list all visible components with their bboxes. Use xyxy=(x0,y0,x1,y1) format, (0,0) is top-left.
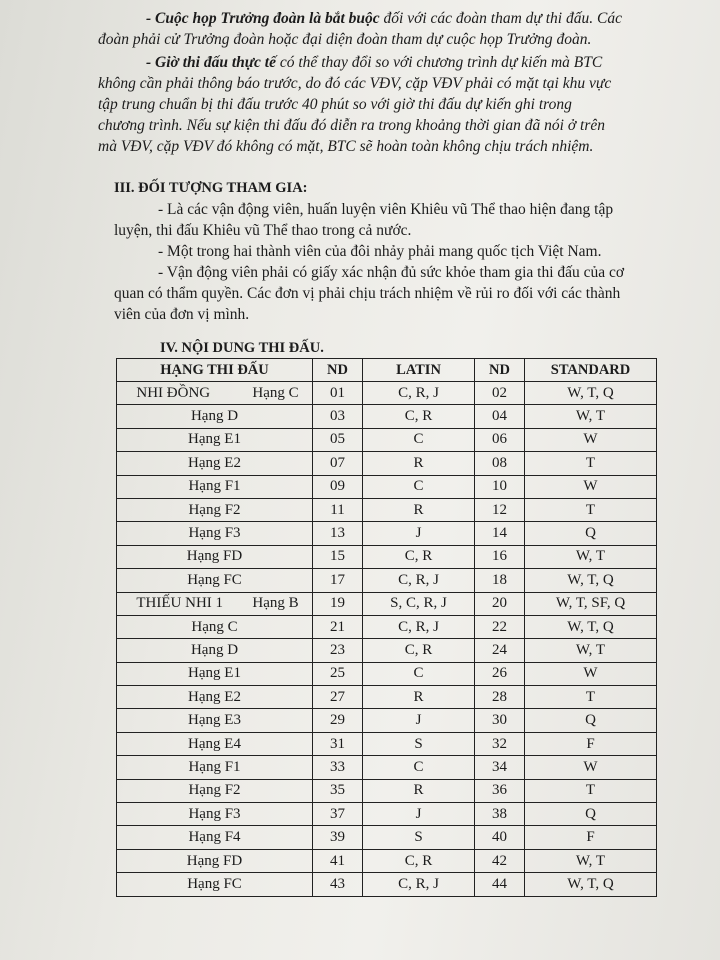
table-row xyxy=(117,498,657,521)
latin-dances: S xyxy=(363,732,475,755)
standard-dances: Q xyxy=(525,522,657,545)
latin-event-number: 07 xyxy=(313,452,363,475)
intro-line: đoàn phải cử Trưởng đoàn hoặc đại diện đoàn tham dự cuộc họp Trưởng đoàn. xyxy=(98,31,592,48)
section-3-line xyxy=(114,262,684,283)
section-3-line: viên của đơn vị mình. xyxy=(114,306,250,323)
category-cell xyxy=(117,756,313,779)
table-row xyxy=(117,686,657,709)
category-cell xyxy=(117,709,313,732)
table-header-row xyxy=(117,359,657,382)
class-label: Hạng FD xyxy=(186,548,243,565)
latin-dances: C, R, J xyxy=(363,382,475,405)
category-cell xyxy=(117,662,313,685)
standard-dances: T xyxy=(525,686,657,709)
standard-dances: W, T, SF, Q xyxy=(525,592,657,615)
standard-dances: F xyxy=(525,732,657,755)
latin-event-number: 09 xyxy=(313,475,363,498)
section-4-title: IV. NỘI DUNG THI ĐẤU. xyxy=(160,340,324,356)
intro-line xyxy=(98,52,683,73)
latin-dances: S, C, R, J xyxy=(363,592,475,615)
standard-event-number: 44 xyxy=(475,873,525,896)
class-label: Hạng E2 xyxy=(188,688,241,705)
standard-event-number: 12 xyxy=(475,498,525,521)
class-label: Hạng E1 xyxy=(188,431,241,448)
class-label: Hạng B xyxy=(252,595,299,612)
latin-dances: J xyxy=(363,709,475,732)
header-nd-standard: ND xyxy=(475,359,525,382)
standard-event-number: 18 xyxy=(475,569,525,592)
standard-dances: W xyxy=(525,756,657,779)
table-row xyxy=(117,779,657,802)
latin-dances: R xyxy=(363,779,475,802)
latin-dances: C, R xyxy=(363,545,475,568)
standard-dances: T xyxy=(525,498,657,521)
standard-event-number: 36 xyxy=(475,779,525,802)
table-row xyxy=(117,615,657,638)
class-label: Hạng C xyxy=(252,384,299,401)
latin-event-number: 05 xyxy=(313,428,363,451)
standard-event-number: 02 xyxy=(475,382,525,405)
section-3-line xyxy=(114,199,684,220)
latin-dances: R xyxy=(363,498,475,521)
table-row xyxy=(117,522,657,545)
latin-event-number: 19 xyxy=(313,592,363,615)
standard-dances: W, T, Q xyxy=(525,382,657,405)
latin-event-number: 13 xyxy=(313,522,363,545)
category-cell xyxy=(117,498,313,521)
class-label: Hạng F2 xyxy=(188,501,241,518)
age-group: NHI ĐỒNG xyxy=(136,384,211,401)
category-cell xyxy=(117,615,313,638)
category-cell xyxy=(117,592,313,615)
category-cell xyxy=(117,405,313,428)
standard-dances: T xyxy=(525,779,657,802)
category-cell xyxy=(117,686,313,709)
latin-event-number: 43 xyxy=(313,873,363,896)
intro-line: không cần phải thông báo trước, do đó các VĐV, cặp VĐV phải có mặt tại khu vực xyxy=(98,75,612,92)
standard-event-number: 04 xyxy=(475,405,525,428)
standard-dances: W xyxy=(525,475,657,498)
class-label: Hạng C xyxy=(191,618,238,635)
category-cell xyxy=(117,569,313,592)
table-row xyxy=(117,826,657,849)
age-group: THIẾU NHI 1 xyxy=(136,595,224,612)
standard-event-number: 14 xyxy=(475,522,525,545)
standard-event-number: 10 xyxy=(475,475,525,498)
latin-dances: C, R xyxy=(363,849,475,872)
bullet-text: - Là các vận động viên, huấn luyện viên Khiêu vũ Thể thao hiện đang tập xyxy=(158,201,614,218)
meeting-rule-text: đối với các đoàn tham dự thi đấu. Các xyxy=(379,10,622,27)
bullet-text: - Một trong hai thành viên của đôi nhảy phải mang quốc tịch Việt Nam. xyxy=(158,243,602,260)
latin-dances: J xyxy=(363,522,475,545)
table-row xyxy=(117,709,657,732)
class-label: Hạng E4 xyxy=(188,735,241,752)
latin-dances: C, R, J xyxy=(363,873,475,896)
standard-dances: W xyxy=(525,428,657,451)
section-3 xyxy=(114,178,684,325)
latin-event-number: 31 xyxy=(313,732,363,755)
latin-dances: C, R xyxy=(363,639,475,662)
standard-event-number: 30 xyxy=(475,709,525,732)
latin-event-number: 33 xyxy=(313,756,363,779)
table-row xyxy=(117,545,657,568)
latin-event-number: 37 xyxy=(313,803,363,826)
latin-dances: C xyxy=(363,475,475,498)
standard-dances: T xyxy=(525,452,657,475)
latin-event-number: 35 xyxy=(313,779,363,802)
table-body xyxy=(117,382,657,897)
competition-table xyxy=(116,358,657,897)
latin-event-number: 25 xyxy=(313,662,363,685)
standard-event-number: 08 xyxy=(475,452,525,475)
intro-line: mà VĐV, cặp VĐV đó không có mặt, BTC sẽ hoàn toàn không chịu trách nhiệm. xyxy=(98,138,594,155)
latin-event-number: 27 xyxy=(313,686,363,709)
standard-event-number: 40 xyxy=(475,826,525,849)
latin-event-number: 03 xyxy=(313,405,363,428)
latin-dances: S xyxy=(363,826,475,849)
standard-event-number: 34 xyxy=(475,756,525,779)
table-row xyxy=(117,849,657,872)
standard-event-number: 22 xyxy=(475,615,525,638)
standard-event-number: 16 xyxy=(475,545,525,568)
standard-dances: W, T xyxy=(525,849,657,872)
latin-event-number: 29 xyxy=(313,709,363,732)
class-label: Hạng F4 xyxy=(188,829,241,846)
category-cell xyxy=(117,522,313,545)
category-cell xyxy=(117,732,313,755)
table-row xyxy=(117,428,657,451)
category-cell xyxy=(117,873,313,896)
class-label: Hạng F1 xyxy=(188,758,241,775)
table-row xyxy=(117,452,657,475)
latin-event-number: 41 xyxy=(313,849,363,872)
category-cell xyxy=(117,545,313,568)
standard-event-number: 26 xyxy=(475,662,525,685)
standard-dances: W, T xyxy=(525,405,657,428)
section-3-line xyxy=(114,241,684,262)
class-label: Hạng FC xyxy=(187,875,242,892)
table-row xyxy=(117,639,657,662)
standard-event-number: 32 xyxy=(475,732,525,755)
latin-dances: C, R, J xyxy=(363,615,475,638)
table-row xyxy=(117,732,657,755)
latin-event-number: 11 xyxy=(313,498,363,521)
latin-dances: C xyxy=(363,662,475,685)
latin-event-number: 01 xyxy=(313,382,363,405)
latin-event-number: 23 xyxy=(313,639,363,662)
table-row xyxy=(117,873,657,896)
category-cell xyxy=(117,849,313,872)
class-label: Hạng FC xyxy=(187,571,242,588)
table-row xyxy=(117,569,657,592)
table-row xyxy=(117,382,657,405)
class-label: Hạng F3 xyxy=(188,525,241,542)
standard-dances: W, T, Q xyxy=(525,615,657,638)
schedule-rule-bold: - Giờ thi đấu thực tế xyxy=(146,54,276,71)
standard-event-number: 28 xyxy=(475,686,525,709)
section-3-title: III. ĐỐI TƯỢNG THAM GIA: xyxy=(114,180,308,196)
class-label: Hạng E2 xyxy=(188,454,241,471)
class-label: Hạng F3 xyxy=(188,805,241,822)
table-row xyxy=(117,756,657,779)
latin-dances: C, R xyxy=(363,405,475,428)
table-row xyxy=(117,475,657,498)
intro-line: tập trung chuẩn bị thi đấu trước 40 phút so với giờ thi đấu dự kiến ghi trong xyxy=(98,96,572,113)
schedule-rule-text: có thể thay đổi so với chương trình dự kiến mà BTC xyxy=(276,54,603,71)
intro-line: chương trình. Nếu sự kiện thi đấu đó diễn ra trong khoảng thời gian đã nói ở trên xyxy=(98,117,605,134)
class-label: Hạng FD xyxy=(186,852,243,869)
latin-event-number: 17 xyxy=(313,569,363,592)
category-cell xyxy=(117,452,313,475)
class-label: Hạng D xyxy=(190,641,239,658)
standard-event-number: 38 xyxy=(475,803,525,826)
class-label: Hạng F2 xyxy=(188,782,241,799)
header-category: HẠNG THI ĐẤU xyxy=(117,359,313,382)
standard-event-number: 06 xyxy=(475,428,525,451)
header-standard: STANDARD xyxy=(525,359,657,382)
class-label: Hạng E1 xyxy=(188,665,241,682)
latin-dances: C, R, J xyxy=(363,569,475,592)
category-cell xyxy=(117,803,313,826)
header-latin: LATIN xyxy=(363,359,475,382)
intro-line xyxy=(98,8,683,29)
category-cell xyxy=(117,779,313,802)
table-row xyxy=(117,405,657,428)
latin-dances: R xyxy=(363,452,475,475)
latin-event-number: 39 xyxy=(313,826,363,849)
standard-event-number: 42 xyxy=(475,849,525,872)
standard-dances: W xyxy=(525,662,657,685)
category-cell xyxy=(117,826,313,849)
standard-dances: Q xyxy=(525,803,657,826)
latin-dances: C xyxy=(363,428,475,451)
latin-dances: J xyxy=(363,803,475,826)
latin-event-number: 21 xyxy=(313,615,363,638)
section-3-line: quan có thẩm quyền. Các đơn vị phải chịu trách nhiệm về rủi ro đối với các thành xyxy=(114,285,621,302)
standard-dances: W, T, Q xyxy=(525,873,657,896)
bullet-text: - Vận động viên phải có giấy xác nhận đủ sức khỏe tham gia thi đấu của cơ xyxy=(158,264,625,281)
class-label: Hạng F1 xyxy=(188,478,241,495)
section-3-line: luyện, thi đấu Khiêu vũ Thể thao trong cả nước. xyxy=(114,222,412,239)
category-cell xyxy=(117,382,313,405)
table-row xyxy=(117,592,657,615)
class-label: Hạng E3 xyxy=(188,712,241,729)
standard-dances: W, T xyxy=(525,639,657,662)
latin-event-number: 15 xyxy=(313,545,363,568)
standard-event-number: 20 xyxy=(475,592,525,615)
meeting-rule-bold: - Cuộc họp Trưởng đoàn là bắt buộc xyxy=(146,10,380,27)
class-label: Hạng D xyxy=(190,408,239,425)
table-row xyxy=(117,662,657,685)
standard-dances: F xyxy=(525,826,657,849)
latin-dances: C xyxy=(363,756,475,779)
standard-dances: Q xyxy=(525,709,657,732)
standard-event-number: 24 xyxy=(475,639,525,662)
latin-dances: R xyxy=(363,686,475,709)
standard-dances: W, T, Q xyxy=(525,569,657,592)
table-row xyxy=(117,803,657,826)
category-cell xyxy=(117,639,313,662)
intro-paragraphs xyxy=(98,8,683,157)
category-cell xyxy=(117,428,313,451)
category-cell xyxy=(117,475,313,498)
standard-dances: W, T xyxy=(525,545,657,568)
header-nd-latin: ND xyxy=(313,359,363,382)
